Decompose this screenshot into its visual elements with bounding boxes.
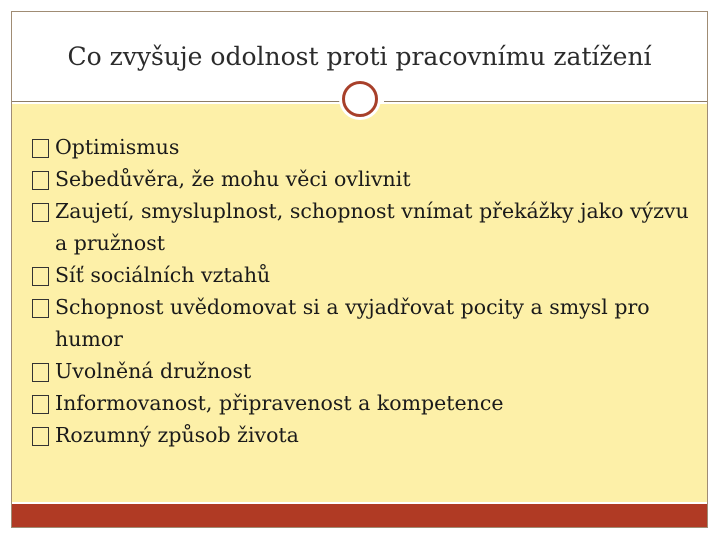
list-item xyxy=(32,131,692,163)
square-bullet-icon xyxy=(32,267,49,286)
square-bullet-icon xyxy=(32,139,49,158)
list-item xyxy=(32,291,692,355)
square-bullet-icon xyxy=(32,363,49,382)
title-divider-left xyxy=(12,101,344,102)
slide-frame xyxy=(11,11,708,528)
bullet-text: Informovanost, připravenost a kompetence xyxy=(55,391,504,415)
footer-bar xyxy=(12,504,707,527)
list-item xyxy=(32,195,692,259)
list-item xyxy=(32,259,692,291)
circle-ornament-icon xyxy=(342,81,378,117)
bullet-text: Schopnost uvědomovat si a vyjadřovat pocity a smysl pro humor xyxy=(55,295,650,351)
bullet-list xyxy=(32,131,692,451)
list-item xyxy=(32,163,692,195)
content-area xyxy=(12,104,707,502)
list-item xyxy=(32,387,692,419)
bullet-text: Sebedůvěra, že mohu věci ovlivnit xyxy=(55,167,411,191)
square-bullet-icon xyxy=(32,203,49,222)
bullet-text: Rozumný způsob života xyxy=(55,423,299,447)
list-item xyxy=(32,355,692,387)
square-bullet-icon xyxy=(32,395,49,414)
list-item xyxy=(32,419,692,451)
title-divider-right xyxy=(384,101,707,102)
square-bullet-icon xyxy=(32,427,49,446)
slide-title: Co zvyšuje odolnost proti pracovnímu zatížení xyxy=(67,42,652,71)
square-bullet-icon xyxy=(32,171,49,190)
bullet-text: Uvolněná družnost xyxy=(55,359,252,383)
square-bullet-icon xyxy=(32,299,49,318)
bullet-text: Zaujetí, smysluplnost, schopnost vnímat překážky jako výzvu a pružnost xyxy=(55,199,689,255)
bullet-text: Optimismus xyxy=(55,135,180,159)
bullet-text: Síť sociálních vztahů xyxy=(55,263,271,287)
